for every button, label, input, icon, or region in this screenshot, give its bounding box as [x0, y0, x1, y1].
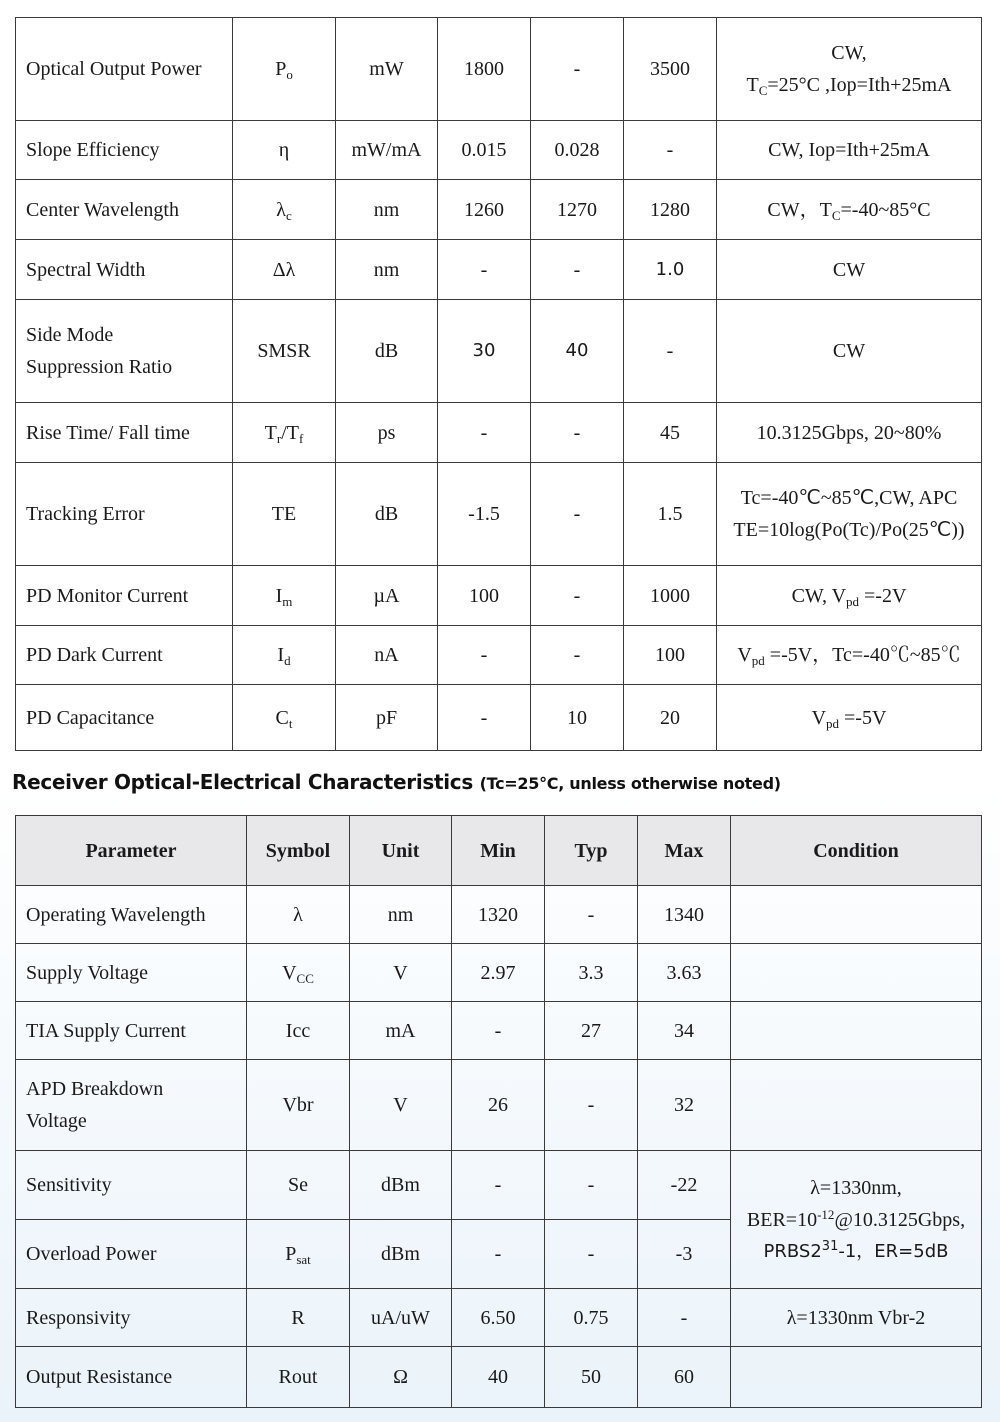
section-note: (Tc=25°C, unless otherwise noted) — [479, 774, 781, 793]
max-cell: 1.0 — [624, 240, 717, 300]
condition-cell — [731, 1060, 982, 1151]
symbol-subscript: sat — [296, 1252, 311, 1267]
section-heading — [12, 770, 781, 794]
max-cell: 3500 — [624, 18, 717, 121]
condition-text: V — [811, 706, 827, 729]
condition-text: V — [737, 644, 752, 666]
max-cell: 1000 — [624, 566, 717, 626]
header-max: Max — [638, 816, 731, 886]
unit-cell: dBm — [350, 1220, 452, 1289]
table-row — [16, 463, 982, 566]
table-row — [16, 626, 982, 685]
table-row — [16, 886, 982, 944]
condition-cell — [717, 566, 982, 626]
max-cell: - — [624, 300, 717, 403]
condition-text: CW, V — [791, 584, 847, 607]
header-min: Min — [452, 816, 545, 886]
typ-cell: 50 — [545, 1347, 638, 1408]
condition-cell — [731, 1002, 982, 1060]
condition-text: BER=10 — [746, 1208, 818, 1231]
typ-cell: - — [531, 240, 624, 300]
symbol-cell — [233, 685, 336, 751]
symbol-cell — [233, 18, 336, 121]
condition-cell: λ=1330nm Vbr-2 — [731, 1289, 982, 1347]
condition-line — [721, 69, 977, 101]
symbol-cell — [247, 1220, 350, 1289]
symbol-subscript: r — [276, 430, 282, 446]
condition-text: -1，ER=5dB — [838, 1240, 949, 1262]
parameter-cell — [16, 300, 233, 403]
symbol-text: C — [275, 706, 289, 729]
table-row — [16, 18, 982, 121]
min-cell: - — [438, 626, 531, 685]
parameter-cell: Supply Voltage — [16, 944, 247, 1002]
parameter-cell: Responsivity — [16, 1289, 247, 1347]
min-cell: - — [438, 685, 531, 751]
table-row — [16, 180, 982, 240]
min-cell: 0.015 — [438, 121, 531, 180]
table-row — [16, 121, 982, 180]
table-row — [16, 1002, 982, 1060]
symbol-cell: Se — [247, 1151, 350, 1220]
transmitter-characteristics-table — [15, 17, 982, 751]
condition-text: =-2V — [859, 584, 907, 607]
condition-cell — [717, 626, 982, 685]
parameter-cell: Optical Output Power — [16, 18, 233, 121]
min-cell: 30 — [438, 300, 531, 403]
symbol-text: T — [264, 421, 277, 444]
typ-cell: 0.75 — [545, 1289, 638, 1347]
typ-cell: - — [531, 463, 624, 566]
unit-cell: mW — [336, 18, 438, 121]
symbol-subscript: o — [286, 67, 293, 82]
parameter-cell: Rise Time/ Fall time — [16, 403, 233, 463]
parameter-cell: TIA Supply Current — [16, 1002, 247, 1060]
condition-line: Tc=-40℃~85℃,CW, APC — [740, 487, 958, 509]
condition-line: CW, — [831, 42, 867, 64]
typ-cell: - — [531, 566, 624, 626]
header-row — [16, 816, 982, 886]
unit-cell: nm — [350, 886, 452, 944]
parameter-cell: PD Monitor Current — [16, 566, 233, 626]
symbol-text: V — [282, 961, 297, 984]
min-cell: 6.50 — [452, 1289, 545, 1347]
symbol-cell: λ — [247, 886, 350, 944]
symbol-subscript: f — [299, 430, 304, 446]
unit-cell: dB — [336, 463, 438, 566]
condition-text: @10.3125Gbps, — [834, 1208, 966, 1231]
max-cell: 32 — [638, 1060, 731, 1151]
condition-text: =25°C ,Iop=Ith+25mA — [767, 74, 952, 96]
condition-line: λ=1330nm, — [810, 1176, 902, 1199]
symbol-subscript: CC — [296, 970, 314, 986]
unit-cell: uA/uW — [350, 1289, 452, 1347]
symbol-subscript: c — [285, 207, 292, 223]
typ-cell: - — [545, 1060, 638, 1151]
condition-text: T — [746, 74, 759, 96]
parameter-cell: Operating Wavelength — [16, 886, 247, 944]
symbol-cell: TE — [233, 463, 336, 566]
max-cell: 1280 — [624, 180, 717, 240]
typ-cell: - — [531, 18, 624, 121]
unit-cell: ps — [336, 403, 438, 463]
condition-line — [735, 1204, 977, 1236]
min-cell: - — [452, 1220, 545, 1289]
condition-line — [735, 1236, 977, 1268]
condition-cell: CW — [717, 300, 982, 403]
parameter-cell: Overload Power — [16, 1220, 247, 1289]
symbol-cell: R — [247, 1289, 350, 1347]
condition-subscript: C — [758, 83, 768, 98]
condition-text: CW，T — [767, 198, 832, 221]
parameter-line: Voltage — [26, 1110, 87, 1132]
condition-cell — [731, 1347, 982, 1408]
shared-condition-cell — [731, 1151, 982, 1289]
symbol-subscript: t — [288, 715, 293, 731]
table-row — [16, 944, 982, 1002]
parameter-cell: Slope Efficiency — [16, 121, 233, 180]
table-row — [16, 685, 982, 751]
typ-cell: - — [545, 1220, 638, 1289]
table-row — [16, 403, 982, 463]
typ-cell: - — [545, 886, 638, 944]
header-condition: Condition — [731, 816, 982, 886]
condition-superscript: 31 — [821, 1238, 839, 1254]
condition-cell — [717, 685, 982, 751]
header-parameter: Parameter — [16, 816, 247, 886]
min-cell: 1320 — [452, 886, 545, 944]
condition-subscript: pd — [826, 715, 840, 731]
condition-cell: CW — [717, 240, 982, 300]
condition-cell — [717, 180, 982, 240]
condition-subscript: pd — [846, 593, 860, 609]
max-cell: - — [624, 121, 717, 180]
unit-cell: nm — [336, 180, 438, 240]
min-cell: 40 — [452, 1347, 545, 1408]
symbol-cell — [233, 626, 336, 685]
parameter-cell: Spectral Width — [16, 240, 233, 300]
condition-text: PRBS2 — [763, 1240, 822, 1262]
condition-cell: 10.3125Gbps, 20~80% — [717, 403, 982, 463]
unit-cell: dB — [336, 300, 438, 403]
typ-cell: 40 — [531, 300, 624, 403]
parameter-cell: Output Resistance — [16, 1347, 247, 1408]
table-row — [16, 1347, 982, 1408]
max-cell: 34 — [638, 1002, 731, 1060]
min-cell: 1260 — [438, 180, 531, 240]
header-unit: Unit — [350, 816, 452, 886]
symbol-cell — [247, 944, 350, 1002]
symbol-text: /T — [281, 421, 299, 444]
table-row — [16, 1151, 982, 1220]
parameter-line: APD Breakdown — [26, 1078, 164, 1100]
max-cell: 1.5 — [624, 463, 717, 566]
condition-cell — [731, 886, 982, 944]
condition-cell: CW, Iop=Ith+25mA — [717, 121, 982, 180]
min-cell: - — [452, 1151, 545, 1220]
min-cell: 1800 — [438, 18, 531, 121]
symbol-cell: η — [233, 121, 336, 180]
max-cell: -3 — [638, 1220, 731, 1289]
min-cell: 26 — [452, 1060, 545, 1151]
typ-cell: 1270 — [531, 180, 624, 240]
typ-cell: 27 — [545, 1002, 638, 1060]
unit-cell: V — [350, 1060, 452, 1151]
parameter-cell — [16, 1060, 247, 1151]
parameter-cell: Tracking Error — [16, 463, 233, 566]
table-row — [16, 1289, 982, 1347]
typ-cell: 10 — [531, 685, 624, 751]
symbol-text: I — [277, 644, 285, 666]
unit-cell: nA — [336, 626, 438, 685]
unit-cell: Ω — [350, 1347, 452, 1408]
symbol-text: I — [275, 584, 283, 607]
condition-cell — [731, 944, 982, 1002]
min-cell: - — [438, 403, 531, 463]
parameter-cell: Sensitivity — [16, 1151, 247, 1220]
symbol-text: P — [275, 58, 287, 80]
symbol-text: λ — [276, 198, 286, 221]
section-title: Receiver Optical-Electrical Characteristics — [12, 770, 473, 794]
symbol-cell: SMSR — [233, 300, 336, 403]
symbol-cell: Δλ — [233, 240, 336, 300]
max-cell: - — [638, 1289, 731, 1347]
max-cell: 100 — [624, 626, 717, 685]
max-cell: 45 — [624, 403, 717, 463]
receiver-characteristics-table — [15, 815, 982, 1408]
max-cell: -22 — [638, 1151, 731, 1220]
table-row — [16, 1060, 982, 1151]
header-typ: Typ — [545, 816, 638, 886]
parameter-cell: Center Wavelength — [16, 180, 233, 240]
unit-cell: mA — [350, 1002, 452, 1060]
parameter-line: Side Mode — [26, 324, 114, 346]
condition-line: TE=10log(Po(Tc)/Po(25℃)) — [733, 519, 965, 541]
symbol-cell — [233, 180, 336, 240]
max-cell: 60 — [638, 1347, 731, 1408]
min-cell: - — [438, 240, 531, 300]
symbol-cell: Icc — [247, 1002, 350, 1060]
unit-cell: dBm — [350, 1151, 452, 1220]
typ-cell: - — [531, 403, 624, 463]
typ-cell: - — [545, 1151, 638, 1220]
max-cell: 3.63 — [638, 944, 731, 1002]
symbol-subscript: m — [282, 593, 293, 609]
parameter-cell: PD Capacitance — [16, 685, 233, 751]
symbol-cell: Vbr — [247, 1060, 350, 1151]
condition-superscript: -12 — [817, 1206, 835, 1222]
symbol-subscript: d — [284, 653, 291, 668]
typ-cell: 0.028 — [531, 121, 624, 180]
condition-subscript: pd — [751, 653, 765, 668]
parameter-line: Suppression Ratio — [26, 356, 173, 378]
condition-cell — [717, 18, 982, 121]
unit-cell: pF — [336, 685, 438, 751]
symbol-cell — [233, 566, 336, 626]
condition-cell — [717, 463, 982, 566]
symbol-cell — [233, 403, 336, 463]
unit-cell: V — [350, 944, 452, 1002]
header-symbol: Symbol — [247, 816, 350, 886]
table-row — [16, 566, 982, 626]
unit-cell: nm — [336, 240, 438, 300]
typ-cell: 3.3 — [545, 944, 638, 1002]
table-row — [16, 240, 982, 300]
min-cell: -1.5 — [438, 463, 531, 566]
unit-cell: µA — [336, 566, 438, 626]
condition-text: =-40~85°C — [840, 198, 931, 221]
min-cell: 2.97 — [452, 944, 545, 1002]
table-row — [16, 300, 982, 403]
typ-cell: - — [531, 626, 624, 685]
max-cell: 20 — [624, 685, 717, 751]
unit-cell: mW/mA — [336, 121, 438, 180]
condition-subscript: C — [831, 207, 841, 223]
condition-text: =-5V，Tc=-40℃~85℃ — [764, 644, 961, 666]
min-cell: 100 — [438, 566, 531, 626]
min-cell: - — [452, 1002, 545, 1060]
parameter-cell: PD Dark Current — [16, 626, 233, 685]
condition-text: =-5V — [839, 706, 887, 729]
symbol-text: P — [285, 1243, 297, 1265]
symbol-cell: Rout — [247, 1347, 350, 1408]
max-cell: 1340 — [638, 886, 731, 944]
